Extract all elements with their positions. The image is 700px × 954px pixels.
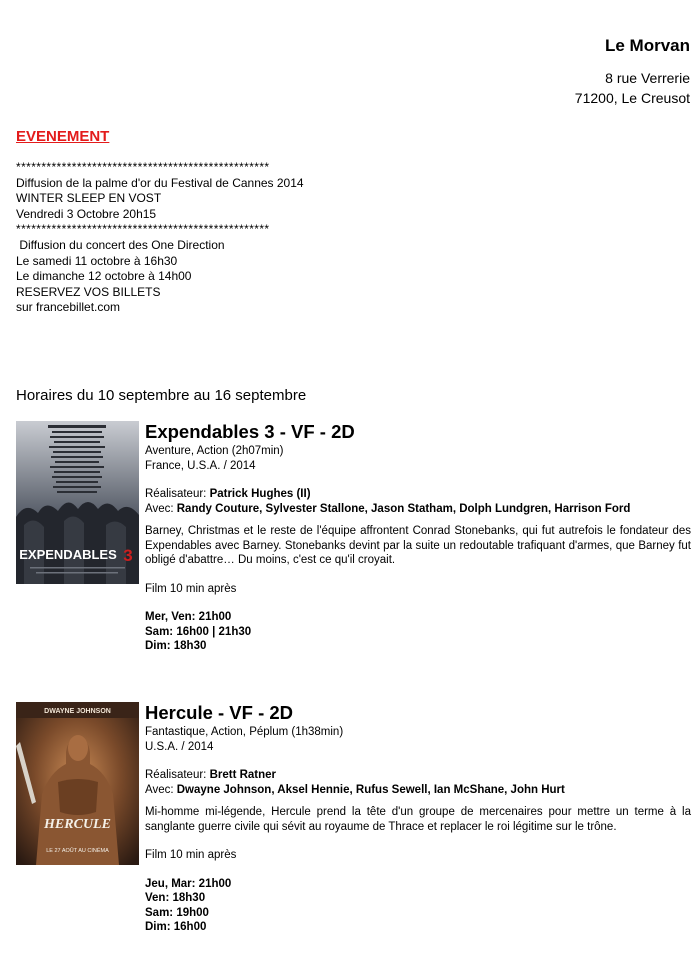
poster-title: HERCULE xyxy=(44,817,111,832)
poster-actor: DWAYNE JOHNSON xyxy=(44,708,111,715)
movie-director xyxy=(145,487,691,502)
movie-synopsis: Mi-homme mi-légende, Hercule prend la tête d'un groupe de mercenaires pour mettre un terme à la sanglante guerre civile qui sévit au royaume de Thrace et replacer le roi légitime sur le trône. xyxy=(145,806,691,833)
showtime: Dim: 18h30 xyxy=(145,640,207,652)
movie-poster xyxy=(16,421,139,584)
director-name: Brett Ratner xyxy=(209,769,277,781)
event-block xyxy=(16,160,304,316)
movie-country: France, U.S.A. / 2014 xyxy=(145,459,256,472)
cinema-street: 8 rue Verrerie xyxy=(605,70,690,86)
movie-showtimes xyxy=(145,610,691,654)
movie-synopsis: Barney, Christmas et le reste de l'équipe affrontent Conrad Stonebanks, qui fut autrefois le fondateur des Expendables avec Barney. Stonebanks devint par la suite un redoutable trafiquant d'armes, que Barney fut obligé d'abattre… Du moins, c'est ce qu'il croyait. xyxy=(145,525,691,566)
cast-names: Dwayne Johnson, Aksel Hennie, Rufus Sewell, Ian McShane, John Hurt xyxy=(176,783,565,796)
cast-label: Avec: xyxy=(145,502,177,515)
movie-title: Expendables 3 - VF - 2D xyxy=(145,421,355,442)
event-line: Vendredi 3 Octobre 20h15 xyxy=(16,206,157,221)
cast-label: Avec: xyxy=(145,783,177,796)
separator: ************************************************** xyxy=(16,160,270,174)
separator: ************************************************** xyxy=(16,222,270,237)
cinema-address xyxy=(575,36,690,108)
movie-cast xyxy=(145,783,691,798)
movie-country: U.S.A. / 2014 xyxy=(145,740,214,753)
movie-info xyxy=(145,702,691,935)
movie-poster xyxy=(16,702,139,865)
showtime: Ven: 18h30 xyxy=(145,892,206,904)
showtime: Jeu, Mar: 21h00 xyxy=(145,877,232,890)
movie-info xyxy=(145,421,691,654)
cinema-name: Le Morvan xyxy=(604,36,690,55)
event-line: RESERVEZ VOS BILLETS xyxy=(16,284,161,299)
movie-after-note: Film 10 min après xyxy=(145,582,237,595)
event-line: Le dimanche 12 octobre à 14h00 xyxy=(16,269,192,284)
cinema-city: 71200, Le Creusot xyxy=(574,90,690,106)
cast-names: Randy Couture, Sylvester Stallone, Jason Statham, Dolph Lundgren, Harrison Ford xyxy=(176,502,631,515)
event-line: sur francebillet.com xyxy=(16,300,121,315)
director-name: Patrick Hughes (II) xyxy=(209,488,311,500)
event-line: Diffusion du concert des One Direction xyxy=(16,237,225,252)
showtime: Sam: 16h00 | 21h30 xyxy=(145,625,252,638)
showtime: Dim: 16h00 xyxy=(145,921,207,933)
showtime: Sam: 19h00 xyxy=(145,906,209,919)
event-line: Le samedi 11 octobre à 16h30 xyxy=(16,253,178,268)
movie-showtimes xyxy=(145,877,691,935)
poster-release: LE 27 AOÛT AU CINÉMA xyxy=(46,848,109,854)
poster-title: EXPENDABLES xyxy=(19,547,117,562)
showtime: Mer, Ven: 21h00 xyxy=(145,611,232,623)
event-line: Diffusion de la palme d'or du Festival de Cannes 2014 xyxy=(16,175,304,190)
poster-number: 3 xyxy=(123,546,133,565)
director-label: Réalisateur: xyxy=(145,488,210,500)
movie-genre: Aventure, Action (2h07min) xyxy=(145,445,284,457)
movie-director xyxy=(145,768,691,783)
director-label: Réalisateur: xyxy=(145,769,210,781)
event-heading: EVENEMENT xyxy=(16,128,110,145)
movie-after-note: Film 10 min après xyxy=(145,849,237,861)
schedule-title: Horaires du 10 septembre au 16 septembre xyxy=(16,387,307,404)
movie-genre: Fantastique, Action, Péplum (1h38min) xyxy=(145,726,344,738)
movie-cast xyxy=(145,502,691,517)
movie-title: Hercule - VF - 2D xyxy=(145,702,294,723)
event-line: WINTER SLEEP EN VOST xyxy=(16,191,162,206)
